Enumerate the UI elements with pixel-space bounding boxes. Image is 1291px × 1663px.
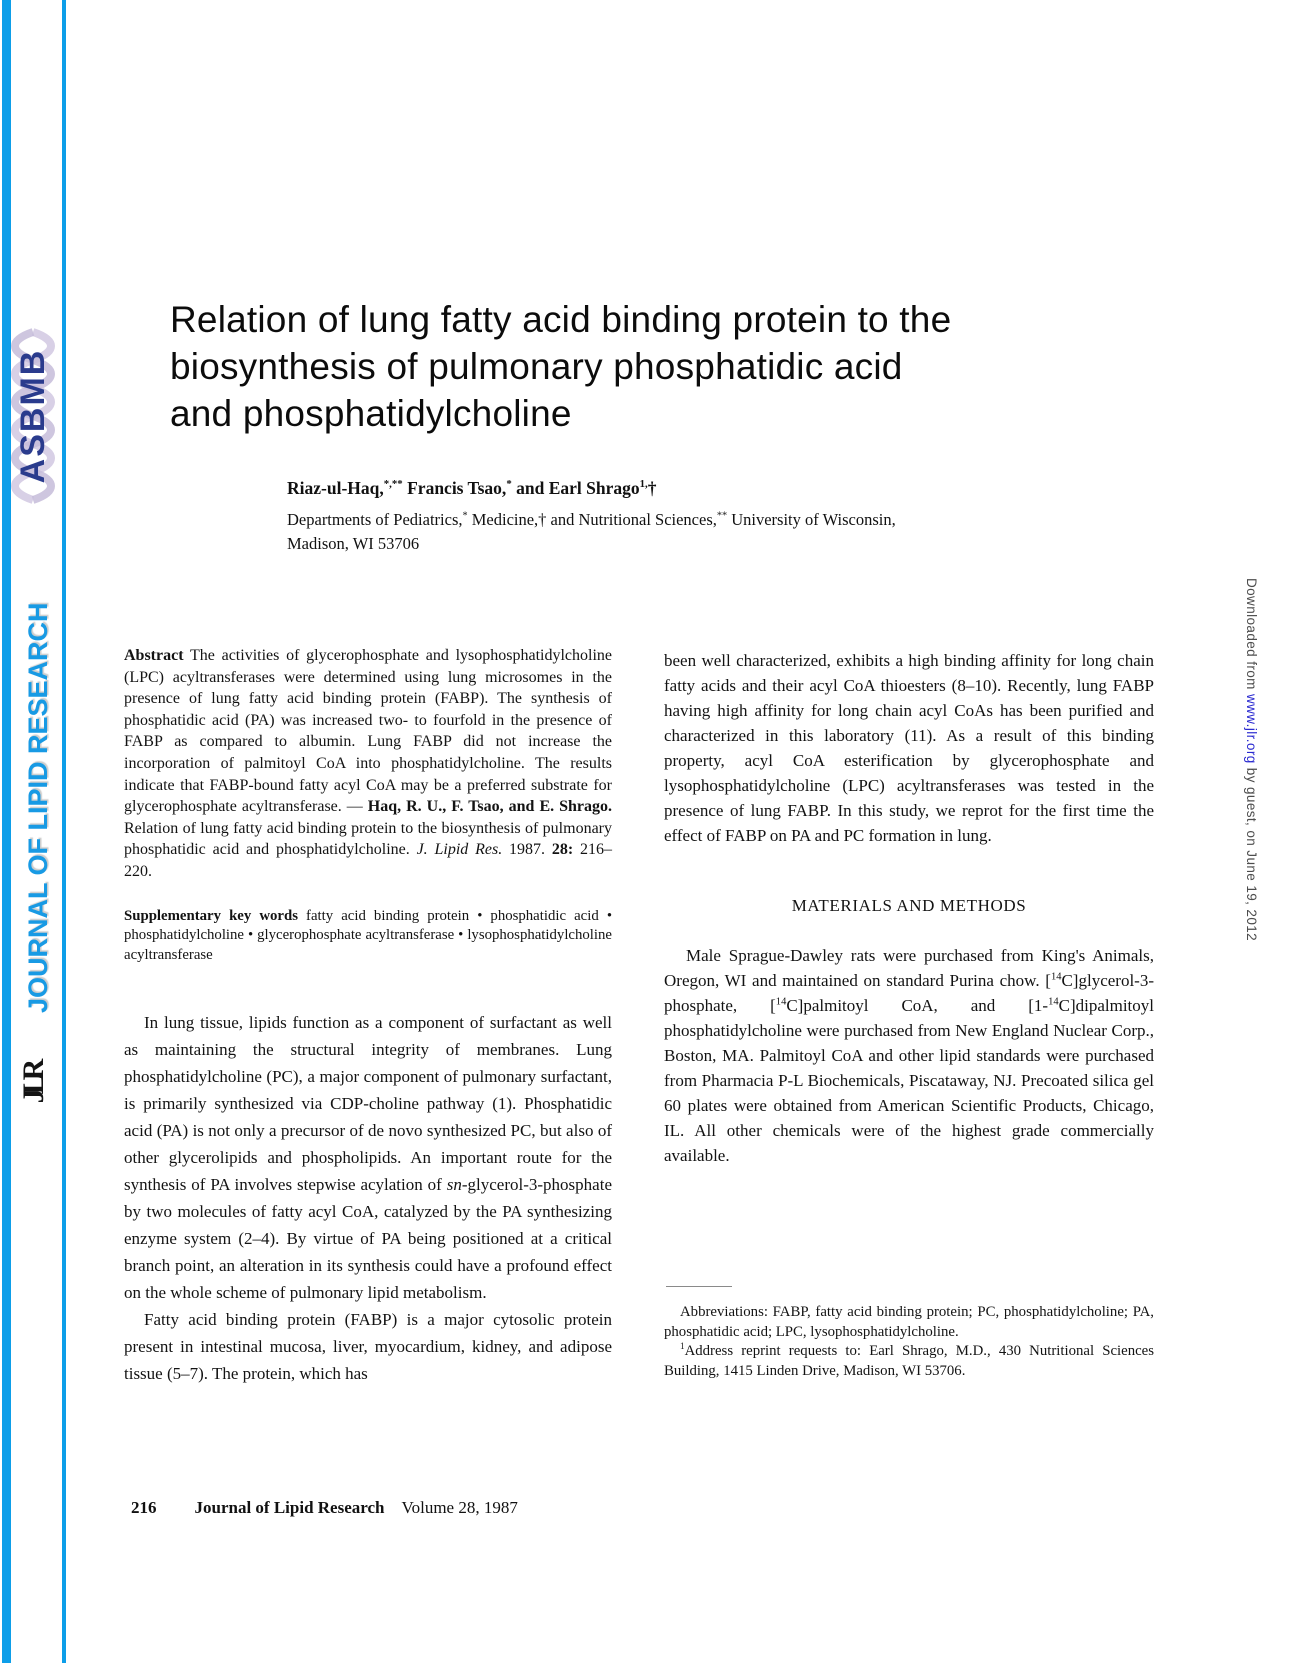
- watermark-link[interactable]: www.jlr.org: [1244, 693, 1259, 764]
- column-right: [664, 648, 1154, 1168]
- asbmb-logo: [5, 326, 61, 506]
- column-left: [124, 645, 612, 1387]
- jlr-monogram-icon: JLR: [17, 1064, 50, 1104]
- methods-section-heading: MATERIALS AND METHODS: [791, 896, 1027, 915]
- watermark-suffix: by guest, on June 19, 2012: [1244, 763, 1259, 942]
- sidebar-accent-bar-outer: [2, 0, 11, 1663]
- title-line-1: Relation of lung fatty acid binding protein to the: [170, 299, 952, 340]
- affiliation: [287, 508, 1027, 556]
- sidebar-accent-bar-inner: [62, 0, 66, 1663]
- page-number: 216: [131, 1498, 157, 1517]
- methods-paragraph: Male Sprague-Dawley rats were purchased from King's Animals, Oregon, WI and maintained on standard Purina chow. [$^{14}$C]glycerol-3-phosphate, [$^{14}$C]palmitoyl CoA, and [1-$^{14}$C]dipalmitoyl phosphatidylcholine were purchased from New England Nuclear Corp., Boston, MA. Palmitoyl CoA and other lipid standards were purchased from Pharmacia P-L Biochemicals, Piscataway, NJ. Precoated silica gel 60 plates were obtained from American Scientific Products, Chicago, IL. All other chemicals were of the highest grade commercially available.: [664, 946, 1154, 1165]
- intro-paragraph-1: In lung tissue, lipids function as a component of surfactant as well as maintaining the structural integrity of membranes. Lung phosphatidylcholine (PC), a major component of pulmonary surfactant, is primarily synthesized via CDP-choline pathway (1). Phosphatidic acid (PA) is not only a precursor of de novo synthesized PC, but also of other glycerolipids and phospholipids. An important route for the synthesis of PA involves stepwise acylation of sn-glycerol-3-phosphate by two molecules of fatty acyl CoA, catalyzed by the PA synthesizing enzyme system (2–4). By virtue of PA being positioned at a critical branch point, an alteration in its synthesis could have a profound effect on the whole scheme of pulmonary lipid metabolism.: [124, 1013, 612, 1303]
- page-footer: [131, 1498, 518, 1518]
- supplementary-keywords: Supplementary key words fatty acid binding protein • phosphatidic acid • phosphatidylcholine • glycerophosphate acyltransferase • lysophosphatidylcholine acyltransferase: [124, 907, 613, 963]
- footer-journal-title: Journal of Lipid Research: [194, 1498, 385, 1517]
- watermark-prefix: Downloaded from: [1244, 578, 1259, 694]
- footnote-abbreviations: Abbreviations: FABP, fatty acid binding protein; PC, phosphatidylcholine; PA, phosphatidic acid; LPC, lysophosphatidylcholine.: [664, 1304, 1154, 1340]
- affiliation-line-2: Madison, WI 53706: [287, 534, 420, 553]
- asbmb-wordmark: ASBMB: [13, 348, 52, 484]
- byline: Riaz-ul-Haq,*,** Francis Tsao,* and Earl Shrago$^{1,}$†: [287, 478, 657, 498]
- footnote-reprint: $^1$Address reprint requests to: Earl Shrago, M.D., 430 Nutritional Sciences Building, 1415 Linden Drive, Madison, WI 53706.: [664, 1341, 1154, 1379]
- intro-paragraph-2: Fatty acid binding protein (FABP) is a major cytosolic protein present in intestinal mucosa, liver, myocardium, kidney, and adipose tissue (5–7). The protein, which has: [124, 1310, 612, 1384]
- affiliation-line-1: Departments of Pediatrics,* Medicine,† and Nutritional Sciences,** University of Wisconsin,: [287, 510, 896, 529]
- article-title: [170, 296, 1070, 437]
- footer-volume: Volume 28, 1987: [401, 1498, 518, 1517]
- title-line-2: biosynthesis of pulmonary phosphatidic acid: [170, 346, 903, 387]
- journal-name-vertical: JOURNAL OF LIPID RESEARCH: [23, 602, 53, 1013]
- download-watermark: [1244, 578, 1259, 1008]
- title-line-3: and phosphatidylcholine: [170, 393, 572, 434]
- footnotes: [664, 1286, 1154, 1381]
- footnote-divider: [666, 1286, 732, 1287]
- intro-continuation: been well characterized, exhibits a high binding affinity for long chain fatty acids and their acyl CoA thioesters (8–10). Recently, lung FABP having high affinity for long chain acyl CoAs has been purified and characterized in this laboratory (11). As a result of this binding property, acyl CoA esterification by glycerophosphate and lysophosphatidylcholine (LPC) acyltransferases was tested in the presence of lung FABP. In this study, we reprot for the first time the effect of FABP on PA and PC formation in lung.: [664, 651, 1154, 845]
- abstract: Abstract The activities of glycerophosphate and lysophosphatidylcholine (LPC) acyltransferases were determined using lung microsomes in the presence of lung fatty acid binding protein (FABP). The synthesis of phosphatidic acid (PA) was increased two- to fourfold in the presence of FABP as compared to albumin. Lung FABP did not increase the incorporation of palmitoyl CoA into phosphatidylcholine. The results indicate that FABP-bound fatty acyl CoA may be a preferred substrate for glycerophosphate acyltransferase. — Haq, R. U., F. Tsao, and E. Shrago. Relation of lung fatty acid binding protein to the biosynthesis of pulmonary phosphatidic acid and phosphatidylcholine. J. Lipid Res. 1987. 28: 216–220.: [124, 647, 613, 880]
- introduction: [124, 1009, 612, 1387]
